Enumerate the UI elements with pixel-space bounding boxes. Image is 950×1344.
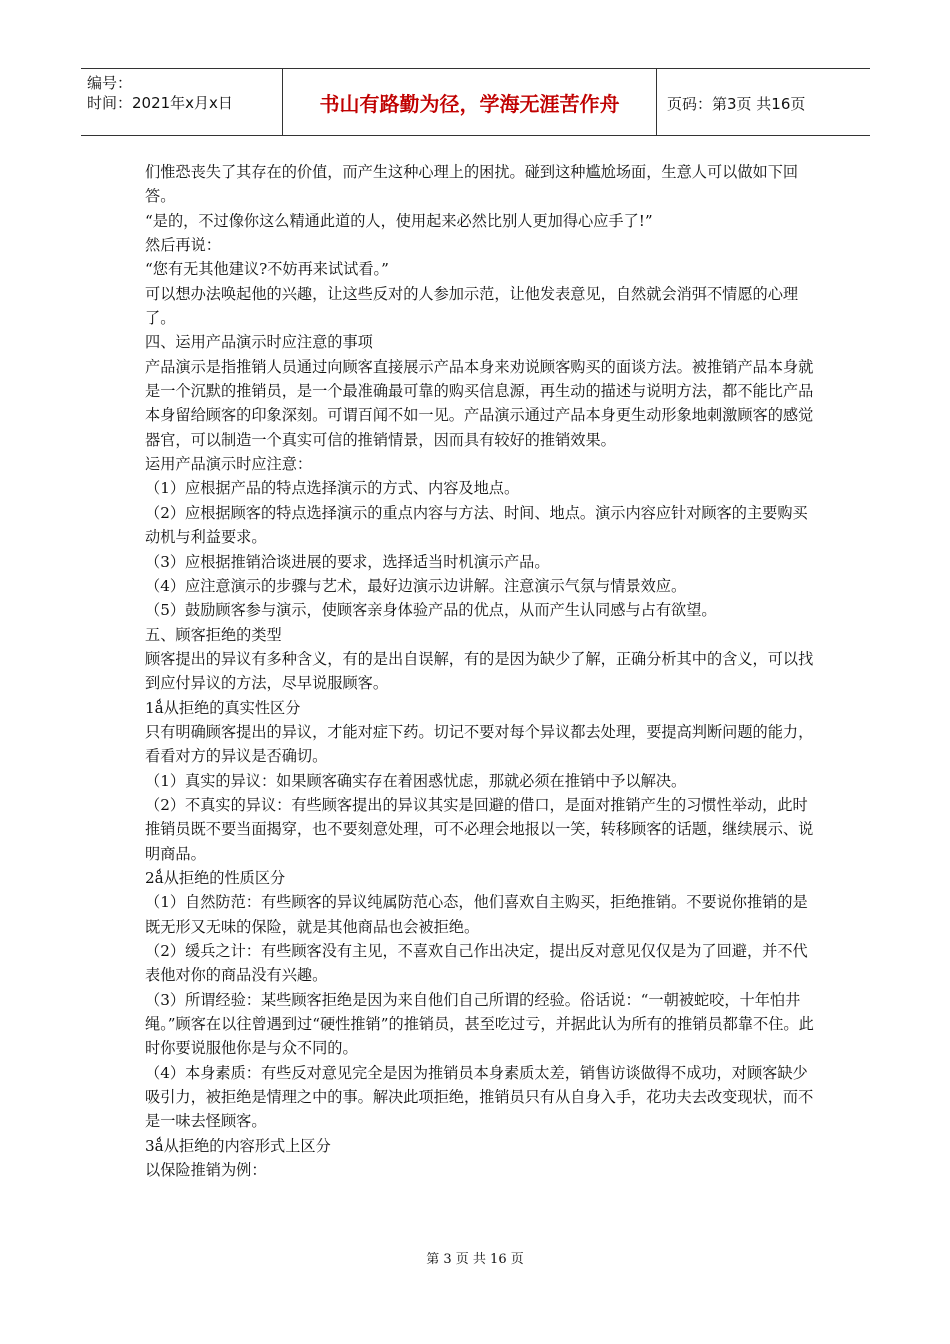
paragraph: 顾客提出的异议有多种含义，有的是出自误解，有的是因为缺少了解，正确分析其中的含义，可以找到应付异议的方法，尽早说服顾客。	[145, 649, 814, 693]
subsection-heading: 3ǻ从拒绝的内容形式上区分	[145, 1136, 331, 1155]
list-item: （1）自然防范：有些顾客的异议纯属防范心态，他们喜欢自主购买，拒绝推销。不要说你推销的是既无形又无味的保险，就是其他商品也会被拒绝。	[145, 893, 808, 936]
paragraph: 只有明确顾客提出的异议，才能对症下药。切记不要对每个异议都去处理，要提高判断问题的能力，看看对方的异议是否确切。	[145, 722, 814, 766]
list-item: （3）所谓经验：某些顾客拒绝是因为来自他们自己所谓的经验。俗话说：“一朝被蛇咬，十年怕井绳。”顾客在以往曾遇到过“硬性推销”的推销员，甚至吃过亏，并据此认为所有的推销员都靠不住。此时你要说服他你是与众不同的。	[145, 990, 814, 1058]
list-item: （2）缓兵之计：有些顾客没有主见，不喜欢自己作出决定，提出反对意见仅仅是为了回避，并不代表他对你的商品没有兴趣。	[145, 942, 808, 985]
header-meta	[87, 73, 233, 113]
section-heading: 五、顾客拒绝的类型	[145, 625, 282, 644]
subsection-heading: 2ǻ从拒绝的性质区分	[145, 868, 286, 887]
document-body	[145, 160, 817, 1182]
page-footer-number: 第 3 页 共 16 页	[426, 1252, 524, 1267]
list-item: （1）真实的异议：如果顾客确实存在着困惑忧虑，那就必须在推销中予以解决。	[145, 771, 687, 790]
paragraph: 以保险推销为例：	[145, 1161, 267, 1180]
document-number-label: 编号：	[87, 74, 133, 92]
paragraph: 运用产品演示时应注意：	[145, 455, 313, 474]
list-item: （3）应根据推销洽谈进展的要求，选择适当时机演示产品。	[145, 552, 550, 571]
list-item: （1）应根据产品的特点选择演示的方式、内容及地点。	[145, 479, 520, 498]
page-header	[81, 68, 870, 136]
paragraph: 产品演示是指推销人员通过向顾客直接展示产品本身来劝说顾客购买的面谈方法。被推销产品本身就是一个沉默的推销员，是一个最准确最可靠的购买信息源，再生动的描述与说明方法，都不能比产品本身留给顾客的印象深刻。可谓百闻不如一见。产品演示通过产品本身更生动形象地刺激顾客的感觉器官，可以制造一个真实可信的推销情景，因而具有较好的推销效果。	[145, 357, 814, 449]
paragraph: 然后再说：	[145, 236, 221, 255]
header-page-label: 页码：第3页 共16页	[667, 95, 806, 113]
document-date-label: 时间：2021年x月x日	[87, 94, 233, 112]
paragraph: 们惟恐丧失了其存在的价值，而产生这种心理上的困扰。碰到这种尴尬场面，生意人可以做如下回答。	[145, 163, 799, 206]
list-item: （2）应根据顾客的特点选择演示的重点内容与方法、时间、地点。演示内容应针对顾客的主要购买动机与利益要求。	[145, 503, 808, 547]
list-item: （4）本身素质：有些反对意见完全是因为推销员本身素质太差，销售访谈做得不成功，对顾客缺少吸引力，被拒绝是情理之中的事。解决此项拒绝，推销员只有从自身入手，花功夫去改变现状，而不是一味去怪顾客。	[145, 1063, 814, 1131]
section-heading: 四、运用产品演示时应注意的事项	[145, 333, 373, 352]
header-motto: 书山有路勤为径，学海无涯苦作舟	[282, 69, 657, 135]
paragraph: “您有无其他建议?不妨再来试试看。”	[145, 260, 389, 279]
paragraph: 可以想办法唤起他的兴趣，让这些反对的人参加示范，让他发表意见，自然就会消弭不情愿的心理了。	[145, 284, 799, 328]
subsection-heading: 1ǻ从拒绝的真实性区分	[145, 698, 301, 717]
list-item: （5）鼓励顾客参与演示，使顾客亲身体验产品的优点，从而产生认同感与占有欲望。	[145, 601, 717, 620]
list-item: （2）不真实的异议：有些顾客提出的异议其实是回避的借口，是面对推销产生的习惯性举动，此时推销员既不要当面揭穿，也不要刻意处理，可不必理会地报以一笑，转移顾客的话题，继续展示、说明商品。	[145, 795, 814, 863]
list-item: （4）应注意演示的步骤与艺术，最好边演示边讲解。注意演示气氛与情景效应。	[145, 576, 687, 595]
paragraph: “是的，不过像你这么精通此道的人，使用起来必然比别人更加得心应手了!”	[145, 211, 653, 230]
